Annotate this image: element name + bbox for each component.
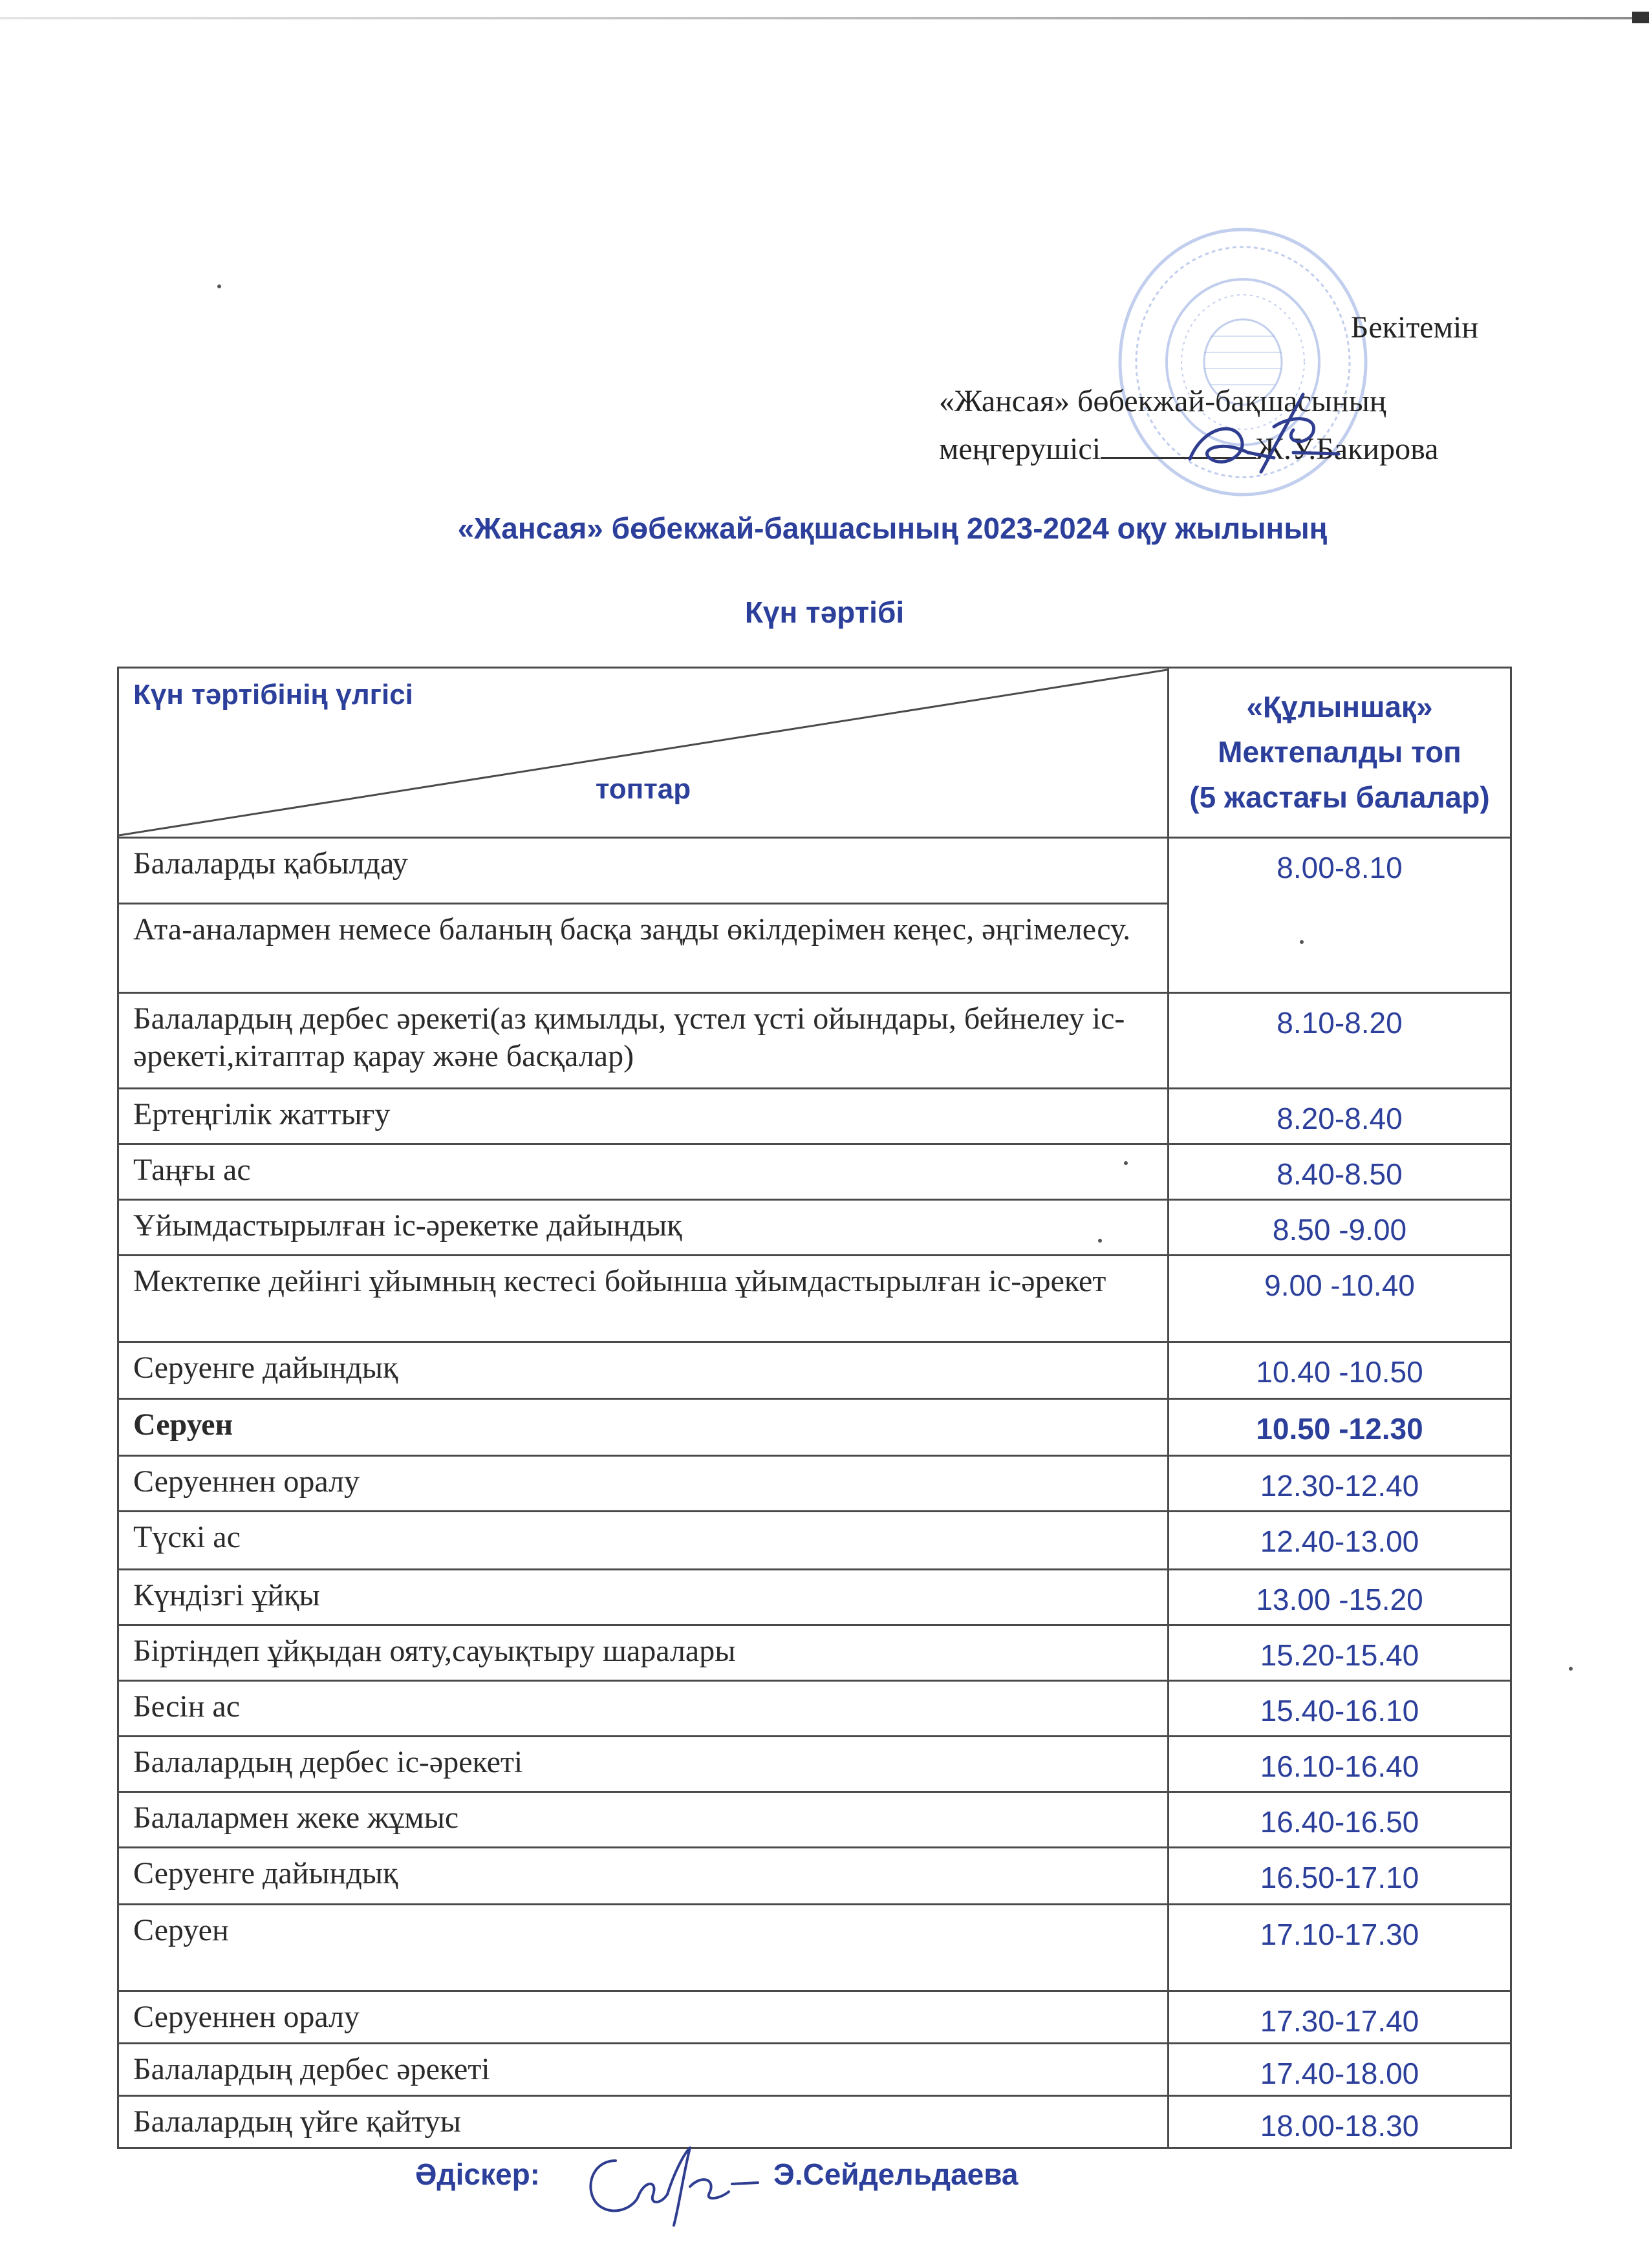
time-cell: 16.50-17.10 (1169, 1848, 1511, 1905)
activity-cell: Түскі ас (118, 1512, 1169, 1570)
document-title: «Жансая» бөбекжай-бақшасының 2023-2024 оқу жылының (457, 511, 1328, 545)
table-row (118, 2096, 1511, 2148)
table-row (118, 1737, 1511, 1792)
time-cell: 8.20-8.40 (1169, 1089, 1511, 1144)
scan-edge-line (0, 17, 1649, 19)
table-row (118, 1256, 1511, 1342)
approval-director-prefix: меңгерушісі (939, 432, 1101, 466)
activity-cell: Серуен (118, 1905, 1169, 1991)
time-cell: 15.40-16.10 (1169, 1681, 1511, 1737)
time-cell: 13.00 -15.20 (1169, 1570, 1511, 1625)
table-row (118, 1991, 1511, 2044)
document-subtitle: Күн тәртібі (744, 595, 905, 629)
table-row (118, 1570, 1511, 1625)
time-cell: 18.00-18.30 (1169, 2096, 1511, 2148)
activity-cell: Мектепке дейінгі ұйымның кестесі бойынша ұйымдастырылған іс-әрекет (118, 1256, 1169, 1342)
methodologist-role: Әдіскер: (415, 2157, 540, 2191)
activity-cell: Серуеннен оралу (118, 1456, 1169, 1512)
header-group-cell (1169, 668, 1511, 838)
table-row (118, 2044, 1511, 2096)
time-cell: 17.40-18.00 (1169, 2044, 1511, 2096)
activity-cell: Таңғы ас (118, 1144, 1169, 1200)
director-signature (1164, 381, 1358, 491)
activity-cell: Серуен (118, 1399, 1169, 1456)
activity-cell: Серуеннен оралу (118, 1991, 1169, 2044)
activity-cell: Балалардың дербес әрекеті(аз қимылды, үстел үсті ойындары, бейнелеу іс-әрекеті,кітаптар қарау және басқалар) (118, 993, 1169, 1089)
table-row (118, 1905, 1511, 1991)
activity-cell: Күндізгі ұйқы (118, 1570, 1169, 1625)
activity-cell: Біртіндеп ұйқыдан ояту,сауықтыру шаралары (118, 1625, 1169, 1681)
table-row (118, 1681, 1511, 1737)
time-cell: 10.50 -12.30 (1169, 1399, 1511, 1456)
scan-edge-mark (1632, 12, 1649, 23)
time-cell: 16.40-16.50 (1169, 1792, 1511, 1848)
table-row (118, 1792, 1511, 1848)
table-row (118, 1144, 1511, 1200)
activity-cell: Балалардың үйге қайтуы (118, 2096, 1169, 2148)
time-cell: 8.10-8.20 (1169, 993, 1511, 1089)
scan-speck (1569, 1667, 1573, 1671)
time-cell: 17.10-17.30 (1169, 1905, 1511, 1991)
methodologist-name: Э.Сейдельдаева (773, 2157, 1018, 2191)
approval-institution-line: «Жансая» бөбекжай-бақшасының (939, 384, 1386, 418)
header-sample-label: Күн тәртібінің үлгісі (133, 679, 413, 711)
time-cell: 8.00-8.10 (1169, 838, 1511, 993)
group-type: Мектепалды топ (1218, 735, 1461, 769)
activity-cell: Балалардың дербес іс-әрекеті (118, 1737, 1169, 1792)
table-header-row (118, 668, 1511, 838)
activity-cell: Ұйымдастырылған іс-әрекетке дайындық (118, 1200, 1169, 1256)
time-cell: 12.30-12.40 (1169, 1456, 1511, 1512)
table-row (118, 993, 1511, 1089)
header-diagonal-cell (118, 668, 1169, 838)
approval-label: Бекітемін (1350, 310, 1478, 345)
group-name: «Құлыншақ» (1246, 690, 1433, 723)
table-row (118, 838, 1511, 904)
schedule-table (117, 667, 1512, 2149)
time-cell: 17.30-17.40 (1169, 1991, 1511, 2044)
activity-cell: Бесін ас (118, 1681, 1169, 1737)
table-row (118, 1399, 1511, 1456)
header-groups-label: топтар (595, 773, 691, 805)
table-row (118, 1089, 1511, 1144)
group-age: (5 жастағы балалар) (1189, 780, 1490, 814)
table-row (118, 1848, 1511, 1905)
director-name: Ж.У.Бакирова (1256, 432, 1439, 466)
scan-speck (217, 284, 221, 288)
activity-cell: Балалармен жеке жұмыс (118, 1792, 1169, 1848)
time-cell: 9.00 -10.40 (1169, 1256, 1511, 1342)
time-cell: 8.50 -9.00 (1169, 1200, 1511, 1256)
activity-cell: Серуенге дайындық (118, 1848, 1169, 1905)
activity-cell: Балалардың дербес әрекеті (118, 2044, 1169, 2096)
activity-cell: Серуенге дайындық (118, 1342, 1169, 1399)
activity-cell: Ертеңгілік жаттығу (118, 1089, 1169, 1144)
table-row (118, 1512, 1511, 1570)
table-row (118, 1342, 1511, 1399)
time-cell: 12.40-13.00 (1169, 1512, 1511, 1570)
methodologist-signature (570, 2135, 764, 2232)
table-row (118, 1456, 1511, 1512)
table-row (118, 1625, 1511, 1681)
time-cell: 16.10-16.40 (1169, 1737, 1511, 1792)
methodologist-footer (0, 2153, 1649, 2231)
activity-cell: Балаларды қабылдау (118, 838, 1169, 904)
time-cell: 8.40-8.50 (1169, 1144, 1511, 1200)
table-row (118, 1200, 1511, 1256)
activity-cell: Ата-аналармен немесе баланың басқа заңды өкілдерімен кеңес, әңгімелесу. (118, 904, 1169, 993)
time-cell: 10.40 -10.50 (1169, 1342, 1511, 1399)
time-cell: 15.20-15.40 (1169, 1625, 1511, 1681)
